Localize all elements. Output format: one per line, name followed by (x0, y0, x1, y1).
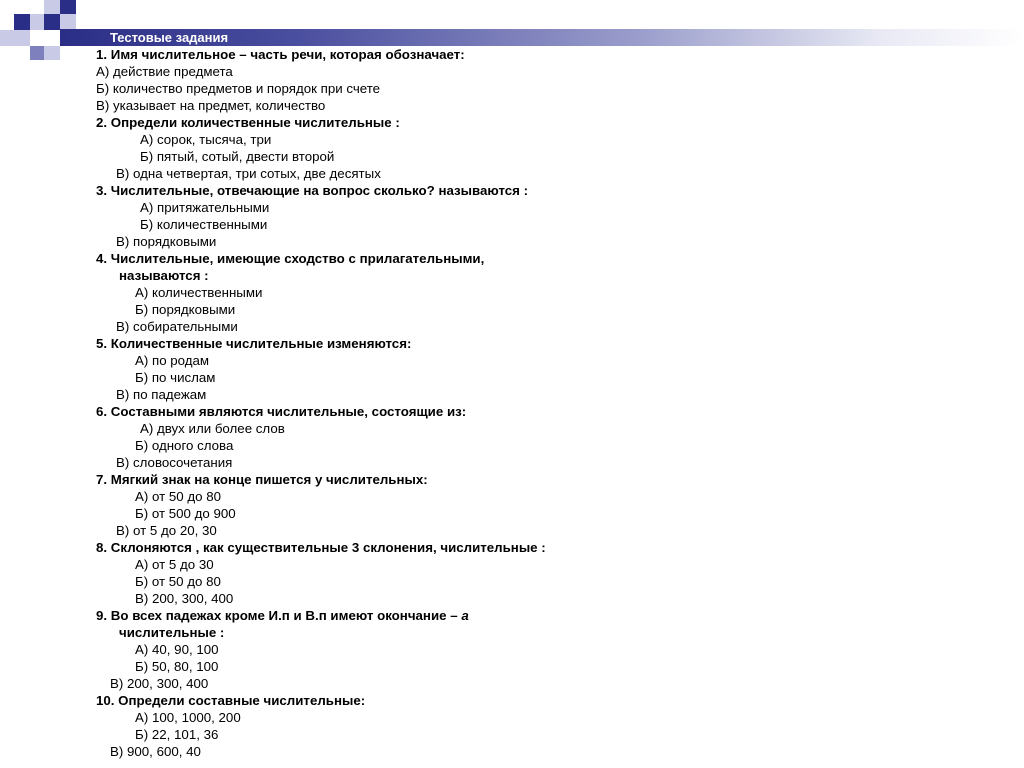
line-text: 2. Определи количественные числительные : (96, 115, 400, 130)
answer-option (116, 386, 206, 403)
line-text: В) порядковыми (116, 234, 217, 249)
question-text (96, 46, 465, 63)
answer-option (140, 199, 269, 216)
decor-square (60, 14, 76, 30)
line-text: Б) пятый, сотый, двести второй (140, 149, 335, 164)
answer-option (116, 454, 232, 471)
question-text (96, 403, 466, 420)
line-text: 7. Мягкий знак на конце пишется у числительных: (96, 472, 428, 487)
answer-option (140, 148, 334, 165)
line-text: В) собирательными (116, 319, 238, 334)
answer-option (96, 97, 325, 114)
question-text (96, 692, 365, 709)
line-text: А) притяжательными (140, 200, 270, 215)
answer-option (116, 165, 381, 182)
answer-option (135, 573, 221, 590)
answer-option (116, 233, 216, 250)
decor-square (30, 14, 44, 30)
line-text: В) указывает на предмет, количество (96, 98, 326, 113)
line-text: Б) от 50 до 80 (135, 574, 221, 589)
line-text: В) 200, 300, 400 (110, 676, 209, 691)
answer-option (140, 131, 271, 148)
line-text: 4. Числительные, имеющие сходство с прилагательными, (96, 251, 485, 266)
line-text: 9. Во всех падежах кроме И.п и В.п имеют окончание – (96, 608, 458, 623)
line-text: Б) от 500 до 900 (135, 506, 236, 521)
answer-option (135, 709, 241, 726)
line-text: В) 900, 600, 40 (110, 744, 201, 759)
line-text: В) от 5 до 20, 30 (116, 523, 217, 538)
decor-square (44, 0, 60, 14)
decor-square (30, 46, 44, 60)
line-text: А) 100, 1000, 200 (135, 710, 241, 725)
question-text (96, 182, 528, 199)
answer-option (135, 590, 233, 607)
page-title: Тестовые задания (110, 30, 229, 45)
line-text: называются : (119, 268, 209, 283)
question-text (96, 607, 469, 624)
decor-square (44, 14, 60, 30)
answer-option (135, 352, 209, 369)
line-text: 5. Количественные числительные изменяются: (96, 336, 412, 351)
answer-option (135, 556, 214, 573)
line-text: Б) одного слова (135, 438, 234, 453)
answer-option (140, 216, 267, 233)
line-text: Б) 50, 80, 100 (135, 659, 219, 674)
answer-option (96, 80, 380, 97)
answer-option (116, 318, 238, 335)
line-text: Б) количество предметов и порядок при счете (96, 81, 381, 96)
line-text: А) двух или более слов (140, 421, 285, 436)
italic-suffix: а (457, 608, 469, 623)
answer-option (135, 284, 262, 301)
line-text: числительные : (119, 625, 225, 640)
question-text (119, 267, 209, 284)
line-text: В) по падежам (116, 387, 207, 402)
line-text: А) от 50 до 80 (135, 489, 222, 504)
answer-option (135, 301, 235, 318)
answer-option (135, 641, 219, 658)
question-text (96, 471, 428, 488)
answer-option (96, 63, 233, 80)
line-text: Б) порядковыми (135, 302, 236, 317)
answer-option (140, 420, 285, 437)
decor-square (44, 46, 60, 60)
line-text: А) от 5 до 30 (135, 557, 214, 572)
line-text: 1. Имя числительное – часть речи, которая обозначает: (96, 47, 465, 62)
line-text: 8. Склоняются , как существительные 3 склонения, числительные : (96, 540, 546, 555)
decor-square (14, 14, 30, 30)
answer-option (110, 743, 201, 760)
answer-option (116, 522, 217, 539)
answer-option (135, 369, 215, 386)
answer-option (135, 488, 221, 505)
line-text: Б) 22, 101, 36 (135, 727, 219, 742)
answer-option (135, 505, 236, 522)
answer-option (135, 437, 233, 454)
question-text (96, 250, 484, 267)
line-text: Б) по числам (135, 370, 216, 385)
decor-square (60, 0, 76, 14)
line-text: В) словосочетания (116, 455, 233, 470)
question-text (119, 624, 224, 641)
line-text: А) действие предмета (96, 64, 233, 79)
line-text: А) количественными (135, 285, 263, 300)
question-text (96, 539, 546, 556)
answer-option (110, 675, 208, 692)
line-text: А) 40, 90, 100 (135, 642, 219, 657)
line-text: А) сорок, тысяча, три (140, 132, 272, 147)
answer-option (135, 658, 218, 675)
answer-option (135, 726, 218, 743)
line-text: Б) количественными (140, 217, 268, 232)
line-text: А) по родам (135, 353, 210, 368)
line-text: 10. Определи составные числительные: (96, 693, 366, 708)
line-text: В) одна четвертая, три сотых, две десятых (116, 166, 381, 181)
line-text: В) 200, 300, 400 (135, 591, 234, 606)
line-text: 6. Составными являются числительные, состоящие из: (96, 404, 467, 419)
decor-square (14, 30, 30, 46)
question-text (96, 335, 411, 352)
decor-square (0, 30, 14, 46)
line-text: 3. Числительные, отвечающие на вопрос сколько? называются : (96, 183, 529, 198)
question-text (96, 114, 400, 131)
